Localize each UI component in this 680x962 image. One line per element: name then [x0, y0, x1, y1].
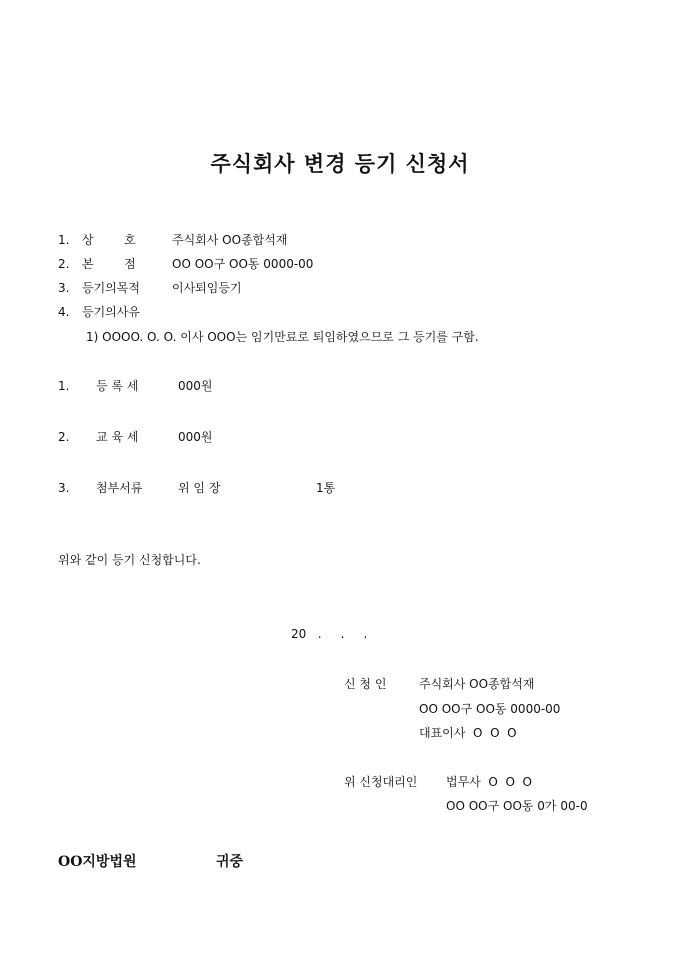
item-4-number: 4. — [58, 305, 70, 319]
court-suffix: 귀중 — [216, 854, 244, 870]
item-3-label: 등기의목적 — [82, 281, 140, 295]
item-3-value: 이사퇴임등기 — [172, 281, 242, 295]
applicant-representative: 대표이사 O O O — [419, 726, 517, 740]
fee-2-label: 교 육 세 — [96, 430, 139, 444]
attachment-count: 1통 — [316, 481, 336, 495]
date-line: 20 . . . — [291, 627, 368, 641]
agent-address: OO OO구 OO동 0가 00-0 — [446, 799, 588, 813]
item-2-value: OO OO구 OO동 0000-00 — [172, 257, 314, 271]
applicant-label: 신 청 인 — [344, 677, 387, 691]
applicant-address: OO OO구 OO동 0000-00 — [419, 702, 561, 716]
item-1-value: 주식회사 OO종합석재 — [172, 233, 288, 247]
item-3-number: 3. — [58, 281, 70, 295]
court-name: OO지방법원 — [58, 854, 137, 870]
attachment-label: 첨부서류 — [96, 481, 143, 495]
item-4-label: 등기의사유 — [82, 305, 140, 319]
fee-2-value: 000원 — [178, 430, 213, 444]
attachment-value: 위 임 장 — [178, 481, 221, 495]
fee-1-number: 1. — [58, 379, 70, 393]
statement-text: 위와 같이 등기 신청합니다. — [58, 553, 201, 567]
item-2-number: 2. — [58, 257, 70, 271]
item-1-number: 1. — [58, 233, 70, 247]
item-1-label: 상 호 — [82, 233, 136, 247]
agent-label: 위 신청대리인 — [344, 775, 418, 789]
applicant-company: 주식회사 OO종합석재 — [419, 677, 535, 691]
attachment-number: 3. — [58, 481, 70, 495]
fee-1-label: 등 록 세 — [96, 379, 139, 393]
fee-1-value: 000원 — [178, 379, 213, 393]
document-title: 주식회사 변경 등기 신청서 — [210, 151, 470, 176]
agent-name: 법무사 O O O — [446, 775, 532, 789]
fee-2-number: 2. — [58, 430, 70, 444]
reason-line: 1) OOOO. O. O. 이사 OOO는 임기만료로 퇴임하였으므로 그 등기를 구함. — [86, 330, 479, 344]
item-2-label: 본 점 — [82, 257, 136, 271]
